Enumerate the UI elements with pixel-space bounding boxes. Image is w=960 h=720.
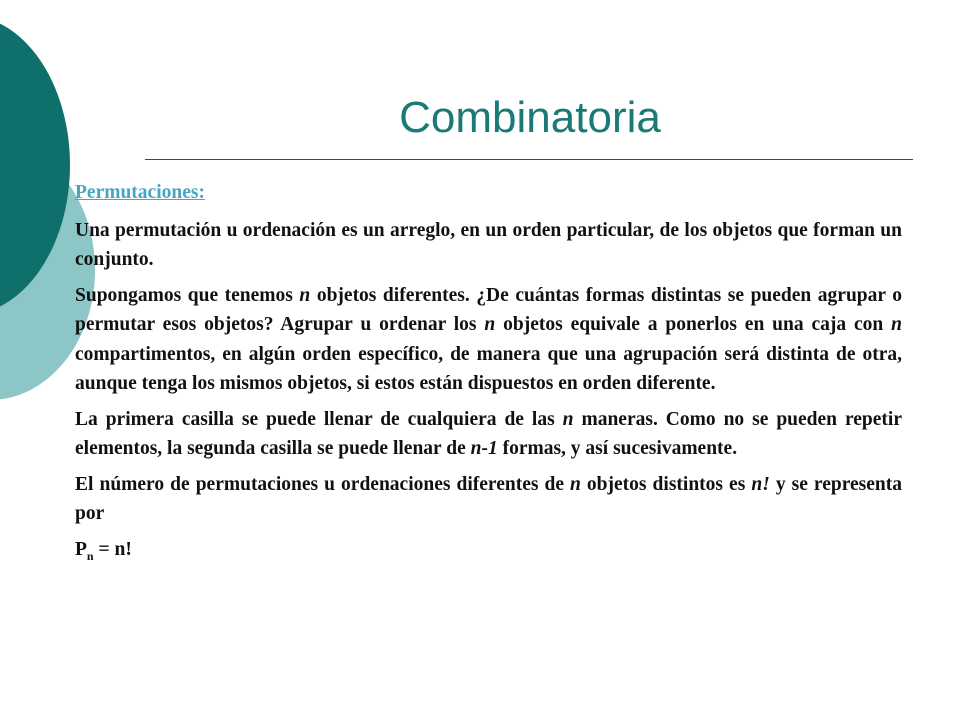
text-segment: formas, y así sucesivamente. [497, 438, 738, 459]
formula-rest: = n! [93, 538, 132, 560]
formula-base: P [75, 538, 87, 560]
variable-n: n [562, 408, 574, 430]
title-divider [145, 159, 913, 160]
slide-title: Combinatoria [399, 93, 661, 142]
paragraph-reasoning [75, 405, 902, 464]
variable-n: n [484, 314, 496, 335]
formula-subscript: n [86, 548, 94, 563]
variable-n: n [891, 314, 902, 335]
text-segment: maneras. Como no se pueden repetir elementos, la segunda casilla se puede llenar de [75, 408, 902, 459]
section-link-permutaciones[interactable]: Permutaciones: [75, 182, 205, 203]
variable-n-factorial: n! [751, 473, 770, 495]
text-segment: y se representa por [75, 473, 903, 524]
text-segment: compartimentos, en algún orden específico, de manera que una agrupación será distinta de otra, aunque tenga los mismos objetos, si estos están dispuestos en orden diferente. [75, 343, 902, 394]
text-segment: La primera casilla se puede llenar de cualquiera de las [75, 408, 563, 430]
paragraph-explanation [75, 281, 902, 399]
text-segment: objetos distintos es [580, 473, 752, 495]
paragraph-definition [75, 216, 902, 275]
formula [75, 535, 902, 571]
text-segment: objetos diferentes. ¿De cuántas formas distintas se pueden agrupar o permutar esos objetos? Agrupar u ordenar los [75, 284, 902, 335]
variable-n: n [570, 473, 581, 495]
section-heading-paragraph [75, 178, 902, 208]
slide-body [75, 178, 902, 577]
variable-n-minus-1: n-1 [470, 438, 498, 459]
paragraph-conclusion [75, 470, 902, 529]
text-segment: El número de permutaciones u ordenaciones diferentes de [75, 473, 571, 495]
text-segment: objetos equivale a ponerlos en una caja con [495, 314, 892, 335]
variable-n: n [299, 284, 311, 306]
definition-text: Una permutación u ordenación es un arreglo, en un orden particular, de los objetos que forman un conjunto. [75, 219, 902, 270]
text-segment: Supongamos que tenemos [75, 284, 300, 306]
